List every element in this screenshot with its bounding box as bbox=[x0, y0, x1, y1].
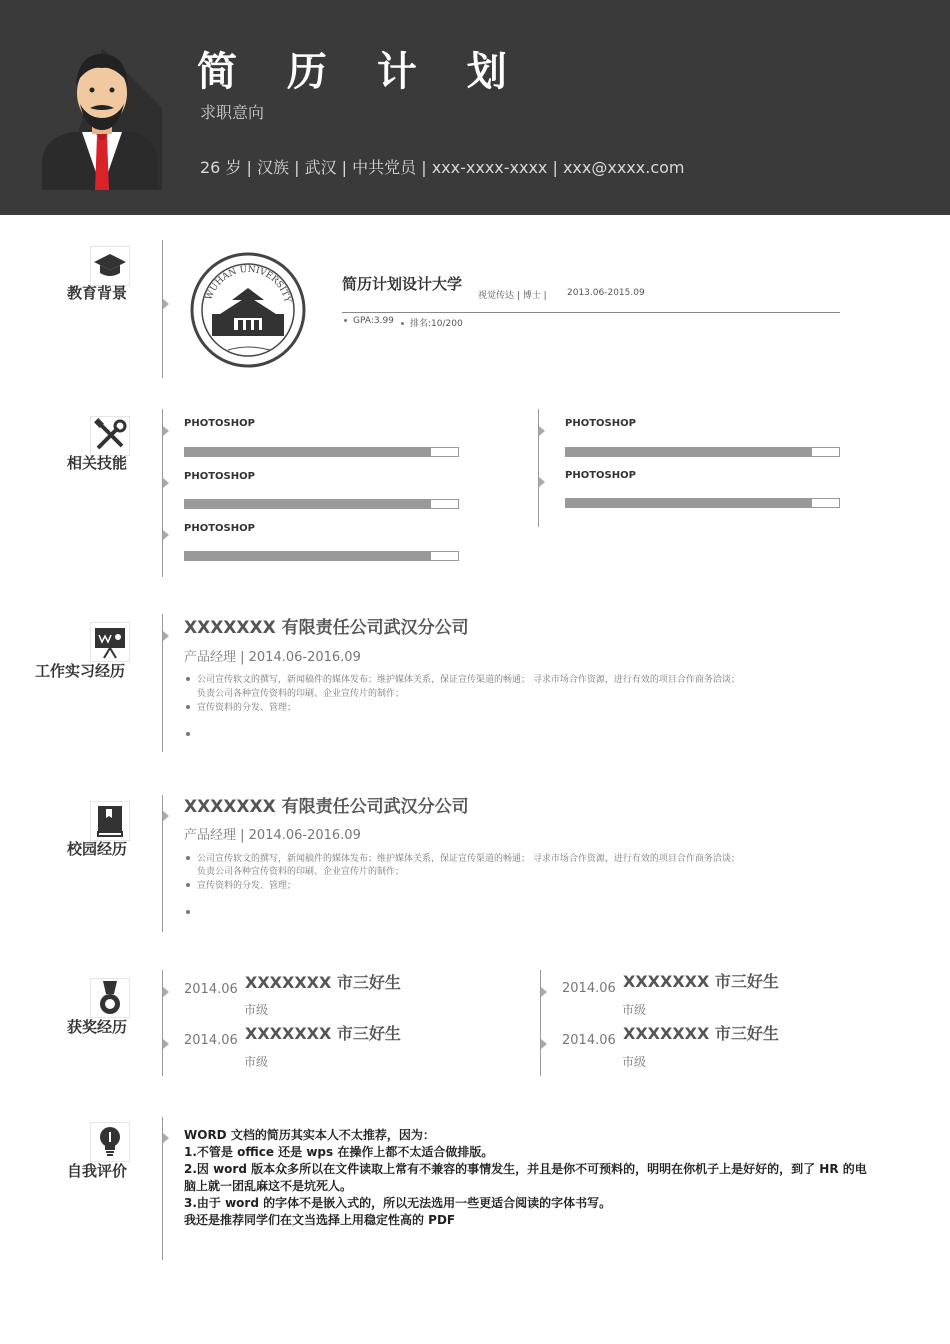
header bbox=[0, 0, 950, 215]
timeline-marker bbox=[541, 1039, 547, 1049]
graduation-cap-icon bbox=[90, 246, 130, 286]
timeline-marker bbox=[541, 987, 547, 997]
skill-name: PHOTOSHOP bbox=[184, 471, 255, 482]
campus-item bbox=[186, 905, 197, 915]
section-title-work: 工作实习经历 bbox=[35, 662, 126, 680]
timeline-marker bbox=[163, 478, 169, 488]
skill-fill bbox=[185, 448, 431, 456]
job-intent: 求职意向 bbox=[200, 103, 265, 122]
timeline-line bbox=[162, 240, 163, 378]
section-title-skills: 相关技能 bbox=[67, 454, 128, 472]
award-date: 2014.06 bbox=[562, 1033, 616, 1048]
timeline-marker bbox=[163, 1133, 169, 1143]
section-title-campus: 校园经历 bbox=[67, 840, 128, 858]
resume-name: 简 历 计 划 bbox=[197, 49, 525, 95]
timeline-line bbox=[162, 970, 163, 1076]
self-line: 3.由于 word 的字体不是嵌入式的，所以无法选用一些更适合阅读的字体书写。 bbox=[184, 1196, 612, 1210]
skill-fill bbox=[185, 500, 431, 508]
work-item: 宣传资料的分发、管理； bbox=[186, 700, 296, 713]
award-date: 2014.06 bbox=[184, 982, 238, 997]
award-title: XXXXXXX 市三好生 bbox=[623, 1024, 779, 1043]
skill-fill bbox=[566, 499, 812, 507]
timeline-marker bbox=[539, 426, 545, 436]
university-logo bbox=[190, 252, 306, 368]
work-company: XXXXXXX 有限责任公司武汉分公司 bbox=[184, 618, 469, 638]
skill-fill bbox=[185, 552, 431, 560]
skill-bar bbox=[184, 447, 459, 457]
award-level: 市级 bbox=[244, 1055, 269, 1069]
skill-bar bbox=[184, 551, 459, 561]
school-major: 视觉传达 | 博士 | bbox=[478, 291, 547, 301]
work-item: 公司宣传软文的撰写，新闻稿件的媒体发布；维护媒体关系，保证宣传渠道的畅通； 寻求市场合作资源，进行有效的项目合作商务洽谈； bbox=[186, 672, 740, 685]
timeline-marker bbox=[163, 299, 169, 309]
award-date: 2014.06 bbox=[562, 981, 616, 996]
rank: 排名:10/200 bbox=[401, 316, 463, 329]
skill-bar bbox=[184, 499, 459, 509]
avatar bbox=[42, 38, 162, 190]
campus-item: 公司宣传软文的撰写，新闻稿件的媒体发布；维护媒体关系，保证宣传渠道的畅通； 寻求市场合作资源，进行有效的项目合作商务洽谈； bbox=[186, 851, 740, 864]
timeline-marker bbox=[163, 631, 169, 641]
logo-text: WUHAN UNIVERSITY bbox=[204, 264, 293, 304]
self-line: 2.因 word 版本众多所以在文件读取上常有不兼容的事情发生，并且是你不可预料的，明明在你机子上是好好的，到了 HR 的电脑上就一团乱麻这不是坑死人。 bbox=[184, 1162, 867, 1193]
skill-name: PHOTOSHOP bbox=[184, 523, 255, 534]
section-title-awards: 获奖经历 bbox=[67, 1018, 128, 1036]
award-title: XXXXXXX 市三好生 bbox=[245, 973, 401, 992]
timeline-marker bbox=[163, 530, 169, 540]
skill-bar bbox=[565, 498, 840, 508]
medal-icon bbox=[90, 978, 130, 1018]
presentation-board-icon bbox=[90, 622, 130, 662]
timeline-marker bbox=[163, 1039, 169, 1049]
self-evaluation bbox=[184, 1127, 874, 1229]
campus-item: 宣传资料的分发、管理； bbox=[186, 878, 296, 891]
award-level: 市级 bbox=[622, 1003, 647, 1017]
gpa: GPA:3.99 bbox=[344, 316, 394, 326]
book-icon bbox=[90, 801, 130, 841]
skill-bar bbox=[565, 447, 840, 457]
award-date: 2014.06 bbox=[184, 1033, 238, 1048]
skill-fill bbox=[566, 448, 812, 456]
award-level: 市级 bbox=[622, 1055, 647, 1069]
work-item bbox=[186, 727, 197, 737]
skill-name: PHOTOSHOP bbox=[565, 418, 636, 429]
self-line: 1.不管是 office 还是 wps 在操作上都不太适合做排版。 bbox=[184, 1145, 494, 1159]
timeline-marker bbox=[163, 811, 169, 821]
work-role: 产品经理 | 2014.06-2016.09 bbox=[184, 650, 361, 665]
skill-name: PHOTOSHOP bbox=[184, 418, 255, 429]
award-title: XXXXXXX 市三好生 bbox=[623, 972, 779, 991]
lightbulb-icon bbox=[90, 1122, 130, 1162]
skill-name: PHOTOSHOP bbox=[565, 470, 636, 481]
school-date: 2013.06-2015.09 bbox=[567, 288, 645, 298]
self-line: 我还是推荐同学们在文当选择上用稳定性高的 PDF bbox=[184, 1213, 456, 1227]
campus-role: 产品经理 | 2014.06-2016.09 bbox=[184, 828, 361, 843]
section-title-education: 教育背景 bbox=[67, 284, 128, 302]
timeline-marker bbox=[163, 426, 169, 436]
section-title-self: 自我评价 bbox=[67, 1162, 128, 1180]
work-item: 负责公司各种宣传资料的印刷、企业宣传片的制作； bbox=[197, 689, 405, 699]
campus-company: XXXXXXX 有限责任公司武汉分公司 bbox=[184, 797, 469, 817]
timeline-marker bbox=[163, 987, 169, 997]
award-title: XXXXXXX 市三好生 bbox=[245, 1024, 401, 1043]
campus-item: 负责公司各种宣传资料的印刷、企业宣传片的制作； bbox=[197, 867, 405, 877]
timeline-marker bbox=[539, 477, 545, 487]
timeline-line bbox=[540, 970, 541, 1076]
award-level: 市级 bbox=[244, 1003, 269, 1017]
divider bbox=[342, 312, 840, 313]
tools-icon bbox=[90, 416, 130, 456]
personal-info: 26 岁 | 汉族 | 武汉 | 中共党员 | xxx-xxxx-xxxx | xxx@xxxx.com bbox=[200, 158, 685, 177]
self-line: WORD 文档的简历其实本人不太推荐，因为： bbox=[184, 1128, 435, 1142]
school-name: 简历计划设计大学 bbox=[342, 275, 463, 293]
